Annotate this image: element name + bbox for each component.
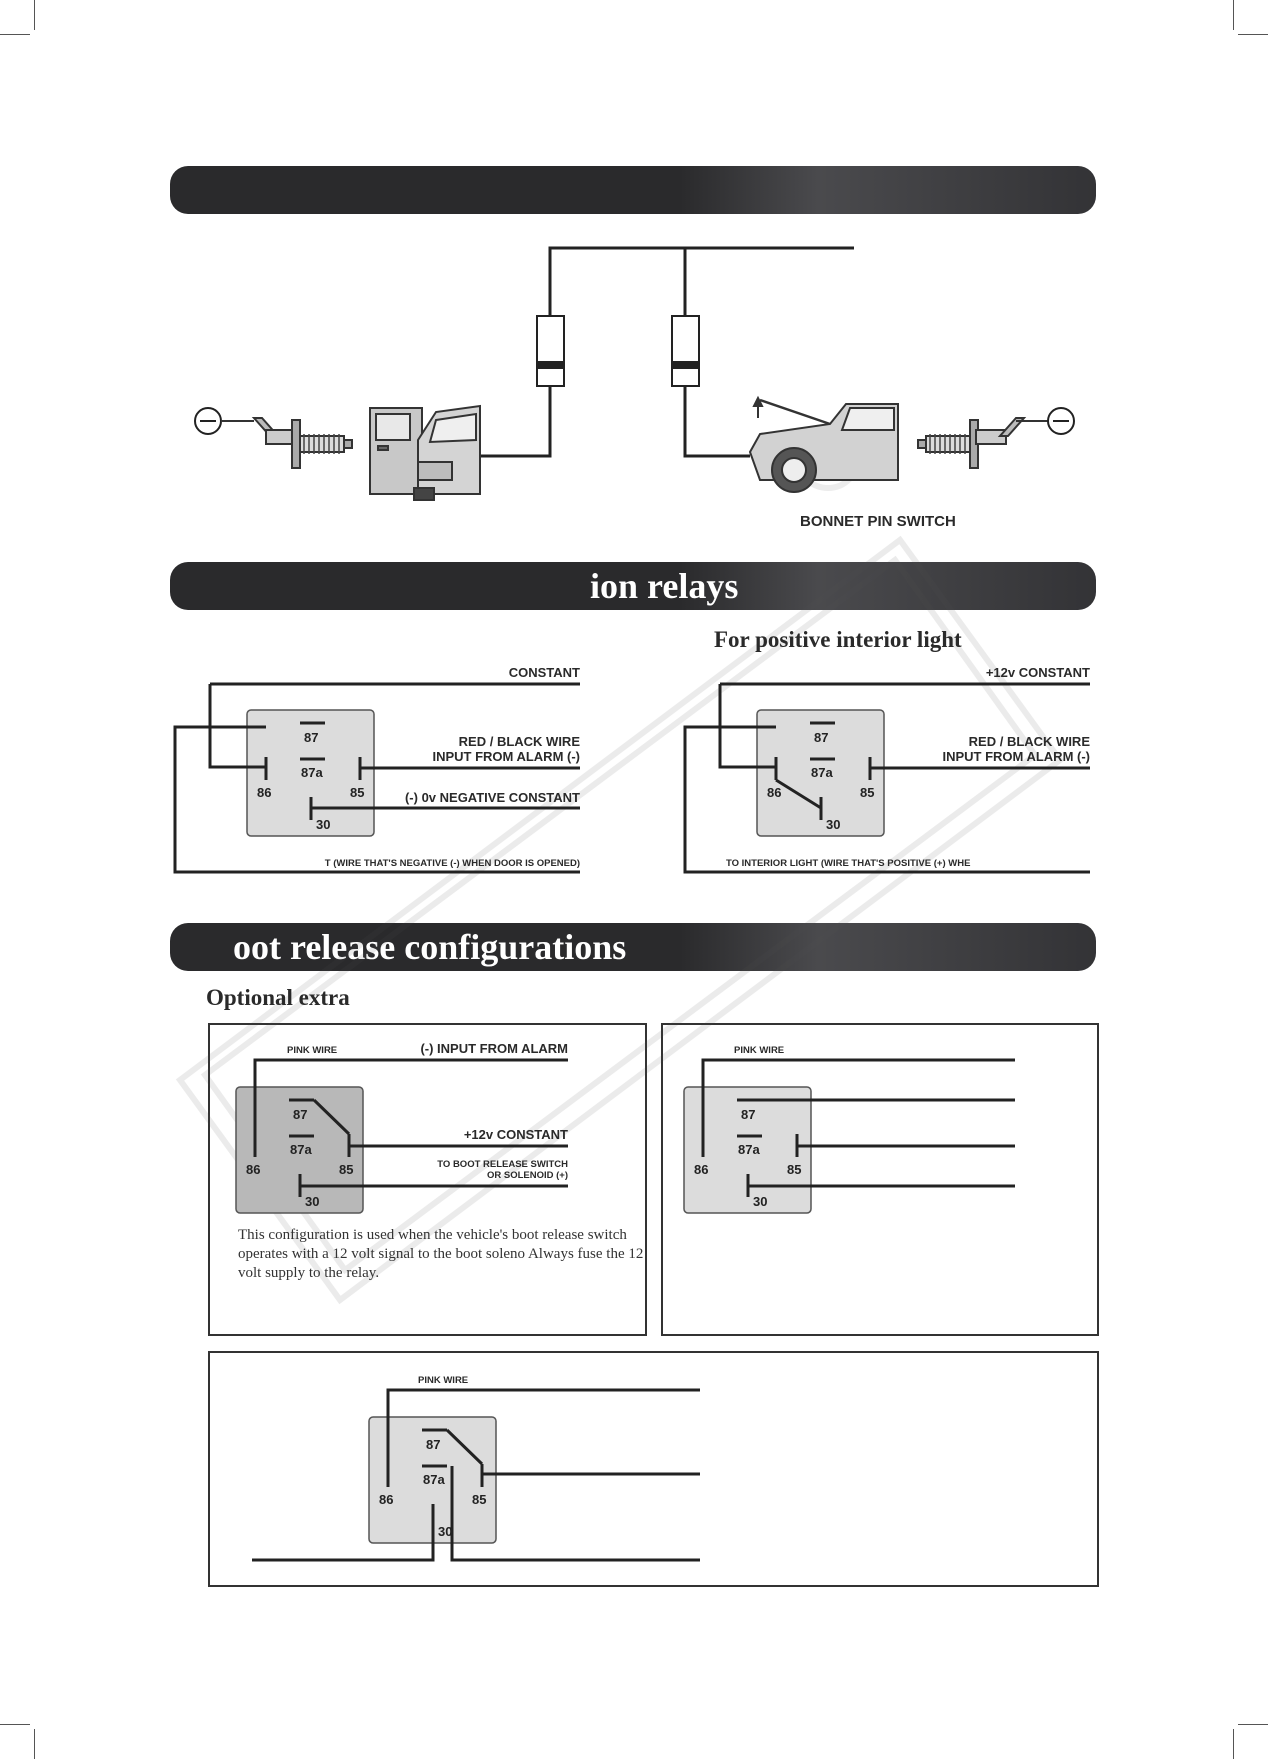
optional-extra-heading: Optional extra: [206, 985, 350, 1010]
negative-constant-label: (-) 0v NEGATIVE CONSTANT: [404, 790, 580, 805]
input-from-alarm-line1: RED / BLACK WIRE: [458, 734, 580, 749]
pin-86: 86: [767, 785, 782, 800]
constant-label: CONSTANT: [508, 665, 580, 680]
pink-wire-label: PINK WIRE: [287, 1045, 338, 1056]
diode-icon: [537, 316, 564, 386]
pin-85: 85: [339, 1162, 354, 1177]
pin-87: 87: [293, 1107, 308, 1122]
bonnet-pin-switch-label: BONNET PIN SWITCH: [800, 513, 956, 530]
constant-12v-label: +12v CONSTANT: [463, 1127, 568, 1142]
input-from-alarm-line2: INPUT FROM ALARM (-): [942, 749, 1090, 764]
pin-30: 30: [316, 817, 331, 832]
pin-87a: 87a: [738, 1142, 760, 1157]
pin-30: 30: [438, 1524, 453, 1539]
pin-30: 30: [305, 1194, 320, 1209]
pin-85: 85: [472, 1492, 487, 1507]
pink-wire-label: PINK WIRE: [734, 1045, 785, 1056]
pin-switch-icon: [221, 418, 352, 468]
pin-87: 87: [741, 1107, 756, 1122]
input-from-alarm-line2: INPUT FROM ALARM (-): [432, 749, 580, 764]
pin-87: 87: [814, 730, 829, 745]
pin-87a: 87a: [423, 1472, 445, 1487]
pin-86: 86: [379, 1492, 394, 1507]
door-wire-label: T (WIRE THAT'S NEGATIVE (-) WHEN DOOR IS OPENED): [324, 858, 580, 869]
pin-30: 30: [826, 817, 841, 832]
boot-release-line2: OR SOLENOID (+): [486, 1170, 568, 1181]
pin-87a: 87a: [301, 765, 323, 780]
section3-title: oot release configurations: [233, 927, 627, 967]
ground-symbol-icon: [195, 408, 221, 434]
input-from-alarm-label: (-) INPUT FROM ALARM: [420, 1041, 568, 1056]
pin-87a: 87a: [290, 1142, 312, 1157]
pin-85: 85: [787, 1162, 802, 1177]
configuration-note: This configuration is used when the vehicle's boot release switch operates with a 12 volt signal to the boot soleno Always fuse the 12 volt supply to the relay.: [238, 1227, 644, 1281]
interior-light-label: TO INTERIOR LIGHT (WIRE THAT'S POSITIVE (+) WHE: [726, 858, 971, 869]
positive-interior-light-heading: For positive interior light: [714, 627, 962, 652]
car-bonnet-icon: [750, 398, 898, 492]
ground-symbol-icon: [1048, 408, 1074, 434]
constant-12v-label: +12v CONSTANT: [985, 665, 1090, 680]
pin-85: 85: [860, 785, 875, 800]
pin-86: 86: [694, 1162, 709, 1177]
pin-87: 87: [426, 1437, 441, 1452]
pink-wire-label: PINK WIRE: [418, 1375, 469, 1386]
pin-switch-icon: [918, 418, 1048, 468]
pin-86: 86: [257, 785, 272, 800]
pin-30: 30: [753, 1194, 768, 1209]
pin-87: 87: [304, 730, 319, 745]
pin-87a: 87a: [811, 765, 833, 780]
pin-85: 85: [350, 785, 365, 800]
section2-title: ion relays: [590, 566, 739, 606]
diode-icon: [672, 316, 699, 386]
boot-release-line1: TO BOOT RELEASE SWITCH: [437, 1159, 568, 1170]
car-door-icon: [370, 406, 480, 500]
pin-86: 86: [246, 1162, 261, 1177]
input-from-alarm-line1: RED / BLACK WIRE: [968, 734, 1090, 749]
